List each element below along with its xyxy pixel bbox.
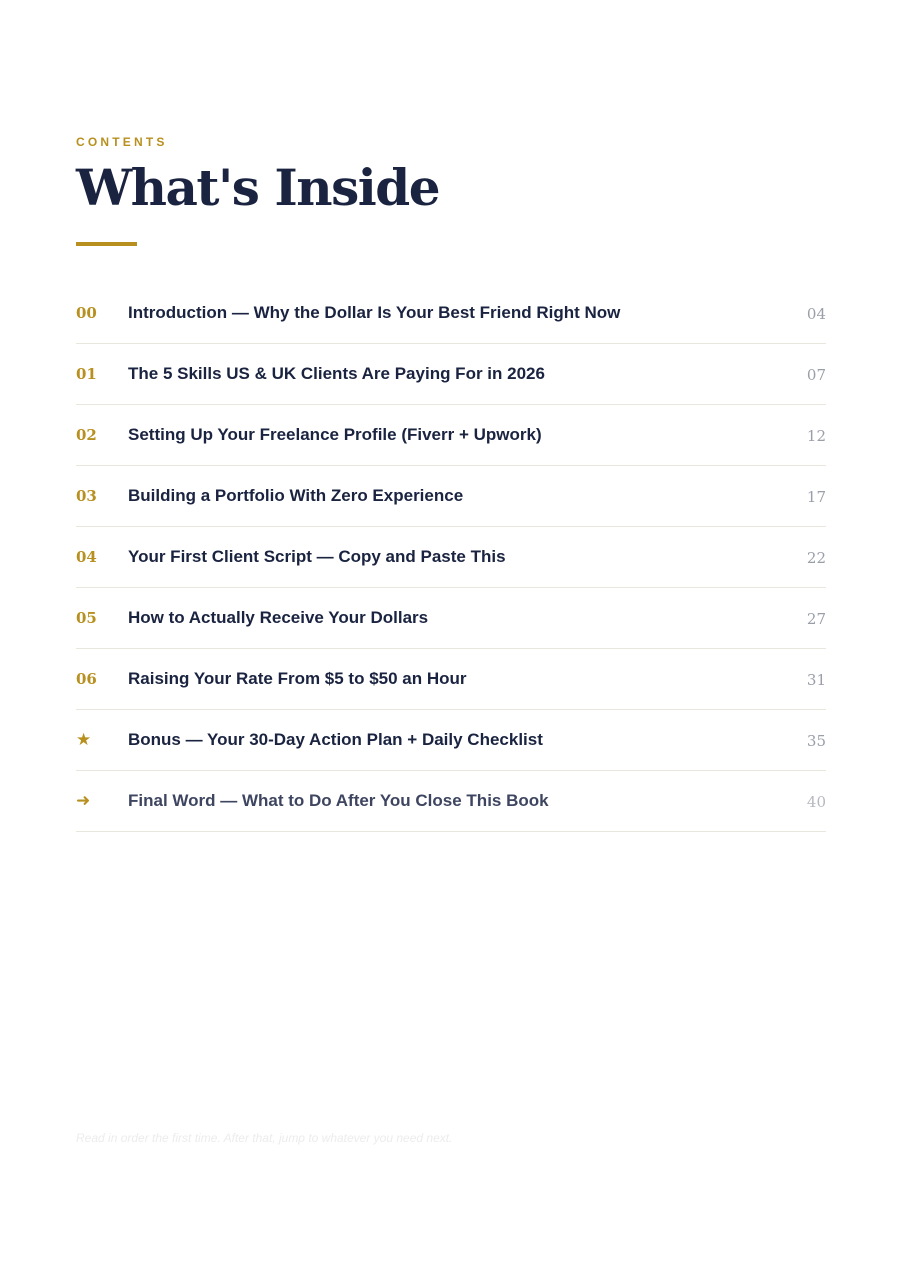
page-number: 40 — [806, 793, 826, 811]
chapter-title: Introduction — Why the Dollar Is Your Best Friend Right Now — [128, 303, 621, 322]
toc-entry-final-word[interactable] — [76, 771, 826, 832]
chapter-title: How to Actually Receive Your Dollars — [128, 608, 429, 627]
table-of-contents — [76, 283, 826, 832]
chapter-title: Bonus — Your 30-Day Action Plan + Daily Checklist — [128, 730, 543, 749]
toc-entry-profile[interactable] — [76, 405, 826, 466]
page-number: 12 — [806, 427, 826, 445]
chapter-number: 06 — [76, 670, 97, 688]
chapter-number: 02 — [76, 426, 97, 444]
chapter-title: Building a Portfolio With Zero Experience — [128, 486, 464, 505]
page-number: 35 — [806, 732, 826, 750]
section-eyebrow: CONTENTS — [76, 135, 168, 149]
chapter-title: Setting Up Your Freelance Profile (Fiverr + Upwork) — [128, 425, 542, 444]
toc-entry-skills[interactable] — [76, 344, 826, 405]
page-number: 07 — [806, 366, 826, 384]
arrow-right-icon: ➜ — [76, 791, 91, 811]
chapter-title: Final Word — What to Do After You Close This Book — [128, 791, 549, 810]
toc-entry-receive-dollars[interactable] — [76, 588, 826, 649]
chapter-number: 03 — [76, 487, 97, 505]
reading-note: Read in order the first time. After that, jump to whatever you need next. — [76, 1131, 453, 1145]
page-number: 04 — [806, 305, 826, 323]
contents-page — [76, 0, 826, 1273]
toc-entry-bonus[interactable] — [76, 710, 826, 771]
page-number: 17 — [806, 488, 826, 506]
chapter-title: The 5 Skills US & UK Clients Are Paying For in 2026 — [128, 364, 545, 383]
page-number: 22 — [806, 549, 826, 567]
chapter-title: Your First Client Script — Copy and Paste This — [128, 547, 506, 566]
page-title: What's Inside — [76, 158, 440, 217]
chapter-title: Raising Your Rate From $5 to $50 an Hour — [128, 669, 467, 688]
star-icon: ★ — [76, 730, 92, 750]
chapter-number: 04 — [76, 548, 97, 566]
toc-entry-raising-rate[interactable] — [76, 649, 826, 710]
page-number: 27 — [806, 610, 826, 628]
toc-entry-client-script[interactable] — [76, 527, 826, 588]
toc-entry-portfolio[interactable] — [76, 466, 826, 527]
chapter-number: 00 — [76, 304, 97, 322]
accent-divider — [76, 242, 137, 246]
page-number: 31 — [806, 671, 826, 689]
chapter-number: 05 — [76, 609, 97, 627]
chapter-number: 01 — [76, 365, 97, 383]
toc-entry-introduction[interactable] — [76, 283, 826, 344]
